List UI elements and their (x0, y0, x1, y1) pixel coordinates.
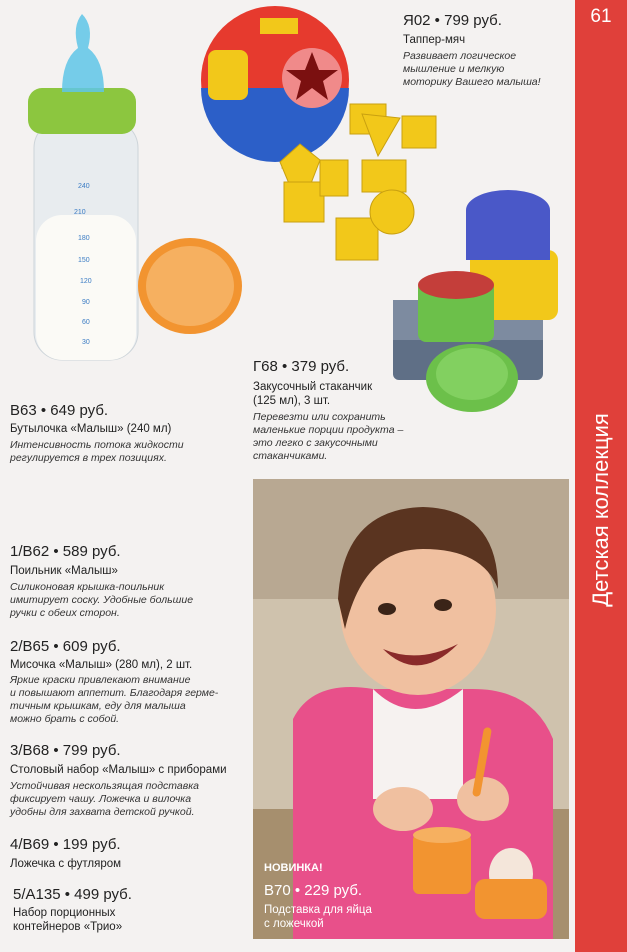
product-price: Я02 • 799 руб. (403, 12, 502, 29)
product-name: Бутылочка «Малыш» (240 мл) (10, 423, 172, 435)
product-name: Набор порционных контейнеров «Трио» (13, 907, 123, 933)
baby-bottle-image (28, 14, 138, 360)
product-description: Силиконовая крышка-поильник имитирует соску. Удобные большие ручки с обеих сторон. (10, 581, 194, 619)
product-name: Таппер-мяч (403, 34, 466, 46)
product-price: Г68 • 379 руб. (253, 358, 350, 375)
product-name: Мисочка «Малыш» (280 мл), 2 шт. (10, 659, 193, 671)
shape-sorter-ball-image (201, 6, 349, 162)
product-description: Перевезти или сохранить маленькие порции продукта – это легко с закусочными стаканчиками. (253, 411, 404, 462)
bottle-scale-label: 210 (74, 209, 86, 216)
product-description: Устойчивая нескользящая подставка фиксирует чашу. Ложечка и вилочка удобны для захвата детской ручкой. (10, 780, 200, 818)
page-number: 61 (590, 6, 612, 27)
product-price: 2/В65 • 609 руб. (10, 638, 121, 655)
product-price: 1/В62 • 589 руб. (10, 543, 121, 560)
bottle-scale-label: 180 (78, 235, 90, 242)
bottle-scale-label: 90 (82, 299, 90, 306)
product-name: Ложечка с футляром (10, 858, 122, 870)
section-title: Детская коллекция (588, 413, 614, 607)
product-description: Развивает логическое мышление и мелкую моторику Вашего малыша! (403, 50, 541, 88)
product-name: Столовый набор «Малыш» с приборами (10, 764, 227, 776)
bottle-scale-label: 150 (78, 257, 90, 264)
product-name: Закусочный стаканчик (125 мл), 3 шт. (253, 381, 373, 407)
product-price: 4/В69 • 199 руб. (10, 836, 121, 853)
bottle-scale-label: 60 (82, 319, 90, 326)
product-name: Подставка для яйца с ложечкой (264, 904, 372, 930)
bottle-scale-label: 240 (78, 183, 90, 190)
product-price: В70 • 229 руб. (264, 882, 363, 899)
product-description: Интенсивность потока жидкости регулируется в трех позициях. (10, 439, 184, 464)
new-badge: НОВИНКА! (264, 862, 323, 874)
bottle-scale-label: 120 (80, 278, 92, 285)
product-price: 3/В68 • 799 руб. (10, 742, 121, 759)
product-description: Яркие краски привлекают внимание и повышают аппетит. Благодаря герме- тичным крышкам, еду для малыша можно брать с собой. (10, 674, 219, 725)
snack-cups-image (393, 190, 558, 412)
bottle-scale-label: 30 (82, 339, 90, 346)
product-price: 5/А135 • 499 руб. (13, 886, 132, 903)
product-name: Поильник «Малыш» (10, 565, 118, 577)
product-price: В63 • 649 руб. (10, 402, 109, 419)
